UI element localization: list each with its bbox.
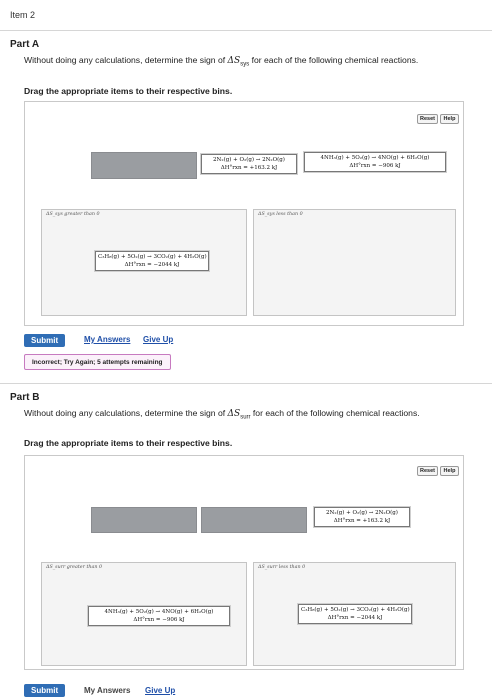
reaction-enthalpy: ΔH°rxn = +163.2 kJ [333, 518, 391, 524]
my-answers-link[interactable]: My Answers [84, 335, 131, 344]
help-button[interactable]: Help [440, 114, 459, 124]
bin-less-than-zero[interactable] [253, 209, 456, 316]
help-button[interactable]: Help [440, 466, 459, 476]
part-a-question-sub: sys [240, 61, 250, 68]
reaction-chip[interactable] [304, 152, 446, 172]
reset-button[interactable]: Reset [417, 114, 438, 124]
reaction-equation: C₃H₈(g) + 5O₂(g) → 3CO₂(g) + 4H₂O(g) [301, 607, 410, 613]
part-b-question [24, 408, 464, 424]
reaction-enthalpy: ΔH°rxn = −2044 kJ [124, 262, 180, 268]
part-b-question-text-post: for each of the following chemical reactions. [250, 408, 420, 418]
reaction-equation: C₃H₈(g) + 5O₂(g) → 3CO₂(g) + 4H₂O(g) [98, 254, 207, 260]
reaction-enthalpy: ΔH°rxn = +163.2 kJ [220, 165, 278, 171]
part-b-question-math: ΔS [227, 409, 241, 419]
my-answers-label: My Answers [84, 686, 131, 695]
reset-button[interactable]: Reset [417, 466, 438, 476]
bin-label: ΔS_surr less than 0 [258, 565, 306, 570]
part-b-question-sub: surr [240, 414, 251, 421]
empty-pool-slot [91, 507, 197, 533]
reaction-chip[interactable] [298, 604, 412, 624]
bin-label: ΔS_sys greater than 0 [46, 212, 100, 217]
reaction-enthalpy: ΔH°rxn = −906 kJ [349, 163, 401, 169]
reaction-chip[interactable] [88, 606, 230, 626]
part-b-drag-panel [24, 455, 464, 670]
part-a-question-text-pre: Without doing any calculations, determine the sign of [24, 55, 228, 65]
bin-greater-than-zero[interactable] [41, 209, 247, 316]
bin-greater-than-zero[interactable] [41, 562, 247, 666]
reaction-equation: 2N₂(g) + O₂(g) → 2N₂O(g) [326, 510, 398, 516]
part-a-drag-panel [24, 101, 464, 326]
reaction-chip[interactable] [201, 154, 297, 174]
submit-button[interactable]: Submit [24, 684, 65, 697]
part-a-question-text-post: for each of the following chemical reactions. [249, 55, 419, 65]
part-a-instruction: Drag the appropriate items to their respective bins. [24, 86, 233, 96]
part-a-question [24, 55, 464, 71]
divider [0, 383, 492, 384]
give-up-link[interactable]: Give Up [143, 335, 174, 344]
part-a-title: Part A [10, 39, 40, 50]
divider [0, 30, 492, 31]
part-a-question-math: ΔS [227, 56, 241, 66]
part-b-instruction: Drag the appropriate items to their respective bins. [24, 438, 233, 448]
submit-button[interactable]: Submit [24, 334, 65, 347]
reaction-enthalpy: ΔH°rxn = −906 kJ [133, 617, 185, 623]
bin-less-than-zero[interactable] [253, 562, 456, 666]
part-b-title: Part B [10, 392, 40, 403]
give-up-link[interactable]: Give Up [145, 686, 176, 695]
feedback-message: Incorrect; Try Again; 5 attempts remaining [24, 354, 171, 370]
empty-pool-slot [91, 152, 197, 179]
reaction-equation: 2N₂(g) + O₂(g) → 2N₂O(g) [213, 157, 285, 163]
reaction-equation: 4NH₃(g) + 5O₂(g) → 4NO(g) + 6H₂O(g) [104, 609, 214, 615]
item-title: Item 2 [10, 10, 36, 20]
reaction-chip[interactable] [314, 507, 410, 527]
reaction-enthalpy: ΔH°rxn = −2044 kJ [327, 615, 383, 621]
bin-label: ΔS_sys less than 0 [258, 212, 303, 217]
reaction-equation: 4NH₃(g) + 5O₂(g) → 4NO(g) + 6H₂O(g) [320, 155, 430, 161]
bin-label: ΔS_surr greater than 0 [46, 565, 103, 570]
part-b-question-text-pre: Without doing any calculations, determine the sign of [24, 408, 228, 418]
reaction-chip[interactable] [95, 251, 209, 271]
empty-pool-slot [201, 507, 307, 533]
